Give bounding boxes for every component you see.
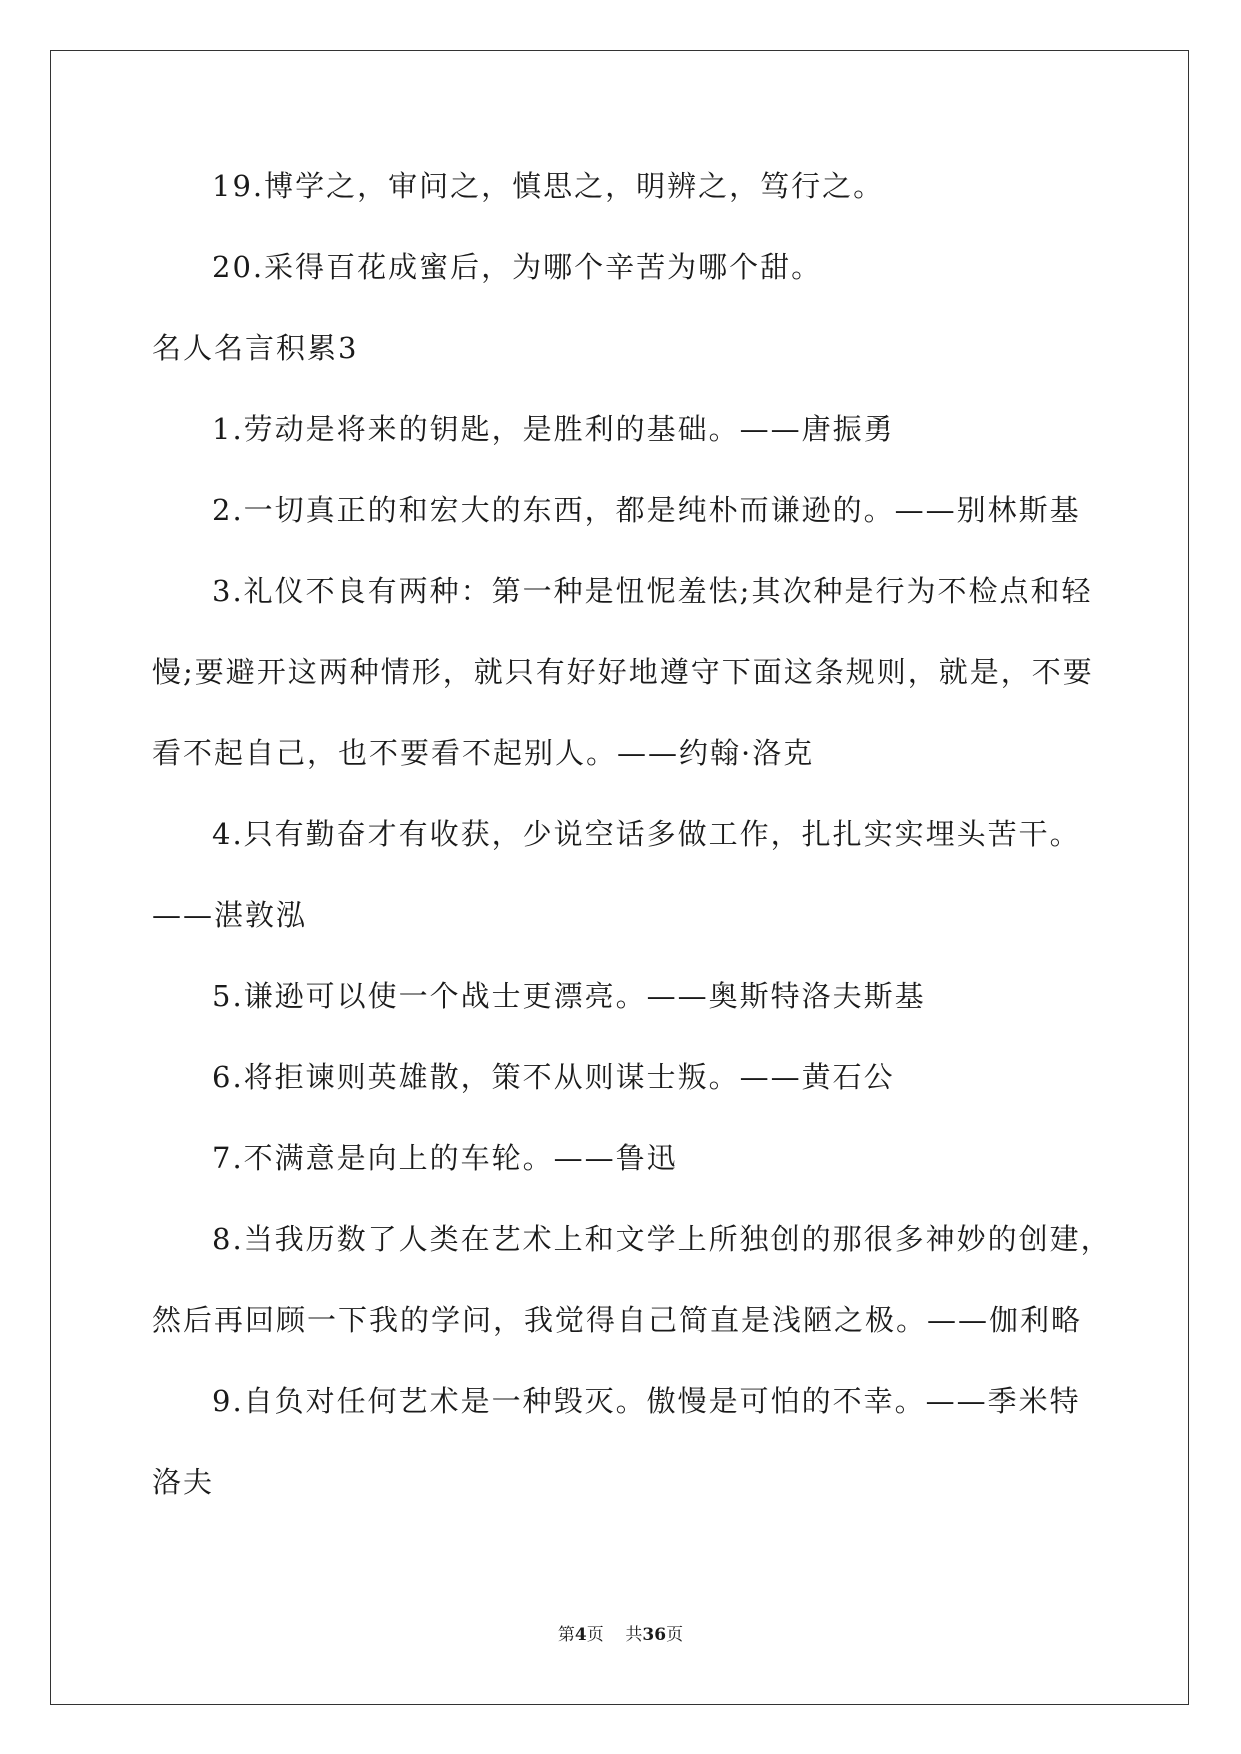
footer-total-prefix: 共 — [625, 1625, 643, 1645]
text-line: 5.谦逊可以使一个战士更漂亮。——奥斯特洛夫斯基 — [212, 979, 926, 1013]
text-line: 洛夫 — [152, 1465, 215, 1499]
text-line: 9.自负对任何艺术是一种毁灭。傲慢是可怕的不幸。——季米特 — [212, 1384, 1081, 1418]
text-line: 2.一切真正的和宏大的东西，都是纯朴而谦逊的。——别林斯基 — [212, 493, 1081, 527]
current-page-number: 4 — [574, 1625, 587, 1645]
text-line: 1.劳动是将来的钥匙，是胜利的基础。——唐振勇 — [212, 412, 895, 446]
text-line: 看不起自己，也不要看不起别人。——约翰·洛克 — [152, 736, 815, 770]
page-footer — [0, 1620, 1241, 1645]
text-line: 6.将拒谏则英雄散，策不从则谋士叛。——黄石公 — [212, 1060, 895, 1094]
text-line: 慢;要避开这两种情形，就只有好好地遵守下面这条规则，就是，不要 — [152, 655, 1094, 689]
text-line: ——湛敦泓 — [152, 898, 308, 932]
footer-page-suffix: 页 — [586, 1625, 604, 1645]
footer-total-suffix: 页 — [666, 1625, 684, 1645]
text-line: 8.当我历数了人类在艺术上和文学上所独创的那很多神妙的创建， — [212, 1222, 1112, 1256]
text-line: 然后再回顾一下我的学问，我觉得自己简直是浅陋之极。——伽利略 — [152, 1303, 1083, 1337]
text-line: 7.不满意是向上的车轮。——鲁迅 — [212, 1141, 678, 1175]
section-heading: 名人名言积累3 — [152, 331, 359, 365]
text-line: 3.礼仪不良有两种：第一种是忸怩羞怯;其次种是行为不检点和轻 — [212, 574, 1093, 608]
footer-prefix: 第 — [557, 1625, 575, 1645]
total-pages-number: 36 — [642, 1625, 667, 1645]
text-line: 20.采得百花成蜜后，为哪个辛苦为哪个甜。 — [212, 250, 823, 284]
text-line: 19.博学之，审问之，慎思之，明辨之，笃行之。 — [212, 169, 885, 203]
document-body — [152, 166, 1112, 1543]
text-line: 4.只有勤奋才有收获，少说空话多做工作，扎扎实实埋头苦干。 — [212, 817, 1081, 851]
